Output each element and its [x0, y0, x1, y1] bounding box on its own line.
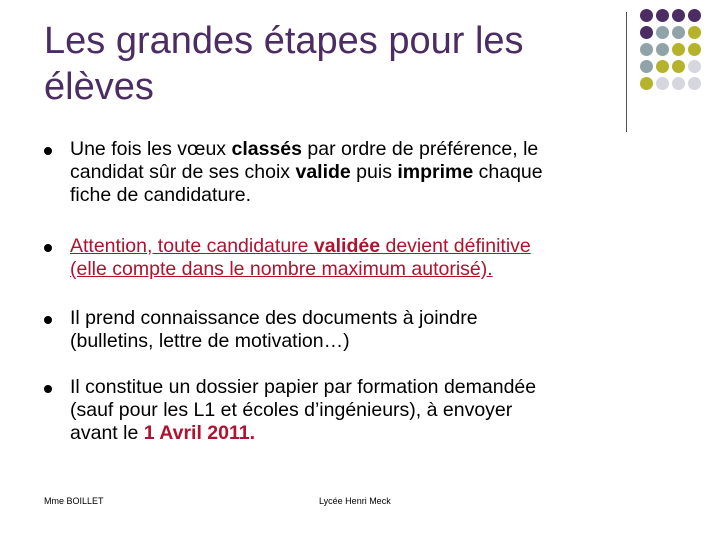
bullet-item-3 — [44, 307, 478, 353]
text: Il constitue un dossier papier par formation demandée — [70, 376, 537, 398]
decorative-dot — [640, 9, 653, 22]
bullet-dot-icon — [44, 147, 52, 155]
decorative-dot — [640, 43, 653, 56]
decorative-divider-line — [626, 12, 627, 132]
footer-author: Mme BOILLET — [44, 496, 104, 506]
bold-text: valide — [295, 161, 351, 183]
text: avant le — [70, 422, 144, 444]
decorative-dot — [672, 43, 685, 56]
bold-text: validée — [313, 235, 381, 257]
text: Attention, toute candidature — [70, 235, 314, 257]
bold-text: classés — [231, 138, 302, 160]
text: fiche de candidature. — [70, 184, 252, 206]
decorative-dot — [672, 26, 685, 39]
decorative-dot — [672, 9, 685, 22]
bullet-dot-icon — [44, 244, 52, 252]
text: devient définitive — [380, 235, 531, 257]
title-line-2: élèves — [44, 66, 154, 108]
decorative-dot — [688, 60, 701, 73]
text: (elle compte dans le nombre maximum autorisé). — [70, 258, 493, 280]
decorative-dot — [656, 43, 669, 56]
footer-school: Lycée Henri Meck — [319, 496, 391, 506]
slide-title — [44, 18, 604, 110]
text: (bulletins, lettre de motivation…) — [70, 330, 350, 352]
bullet-item-4 — [44, 376, 536, 445]
bullet-dot-icon — [44, 385, 52, 393]
text: Il prend connaissance des documents à joindre — [70, 307, 478, 329]
text: candidat sûr de ses choix — [70, 161, 296, 183]
title-line-1: Les grandes étapes pour les — [44, 20, 524, 62]
deadline-date: 1 Avril 2011. — [143, 422, 256, 444]
text: chaque — [473, 161, 543, 183]
text: par ordre de préférence, le — [301, 138, 539, 160]
decorative-dot — [656, 77, 669, 90]
decorative-dot — [688, 9, 701, 22]
decorative-dot — [688, 26, 701, 39]
decorative-dot — [656, 60, 669, 73]
decorative-dot — [656, 9, 669, 22]
decorative-dot — [640, 77, 653, 90]
bullet-dot-icon — [44, 316, 52, 324]
text: Une fois les vœux — [70, 138, 232, 160]
decorative-dot — [688, 77, 701, 90]
text: puis — [350, 161, 398, 183]
decorative-dot — [656, 26, 669, 39]
bold-text: imprime — [397, 161, 474, 183]
bullet-item-2 — [44, 235, 531, 281]
decorative-dot — [640, 26, 653, 39]
decorative-dot — [640, 60, 653, 73]
text: (sauf pour les L1 et écoles d’ingénieurs), à envoyer — [70, 399, 513, 421]
decorative-dot — [672, 77, 685, 90]
decorative-dot — [688, 43, 701, 56]
decorative-dot — [672, 60, 685, 73]
bullet-item-1 — [44, 138, 543, 207]
